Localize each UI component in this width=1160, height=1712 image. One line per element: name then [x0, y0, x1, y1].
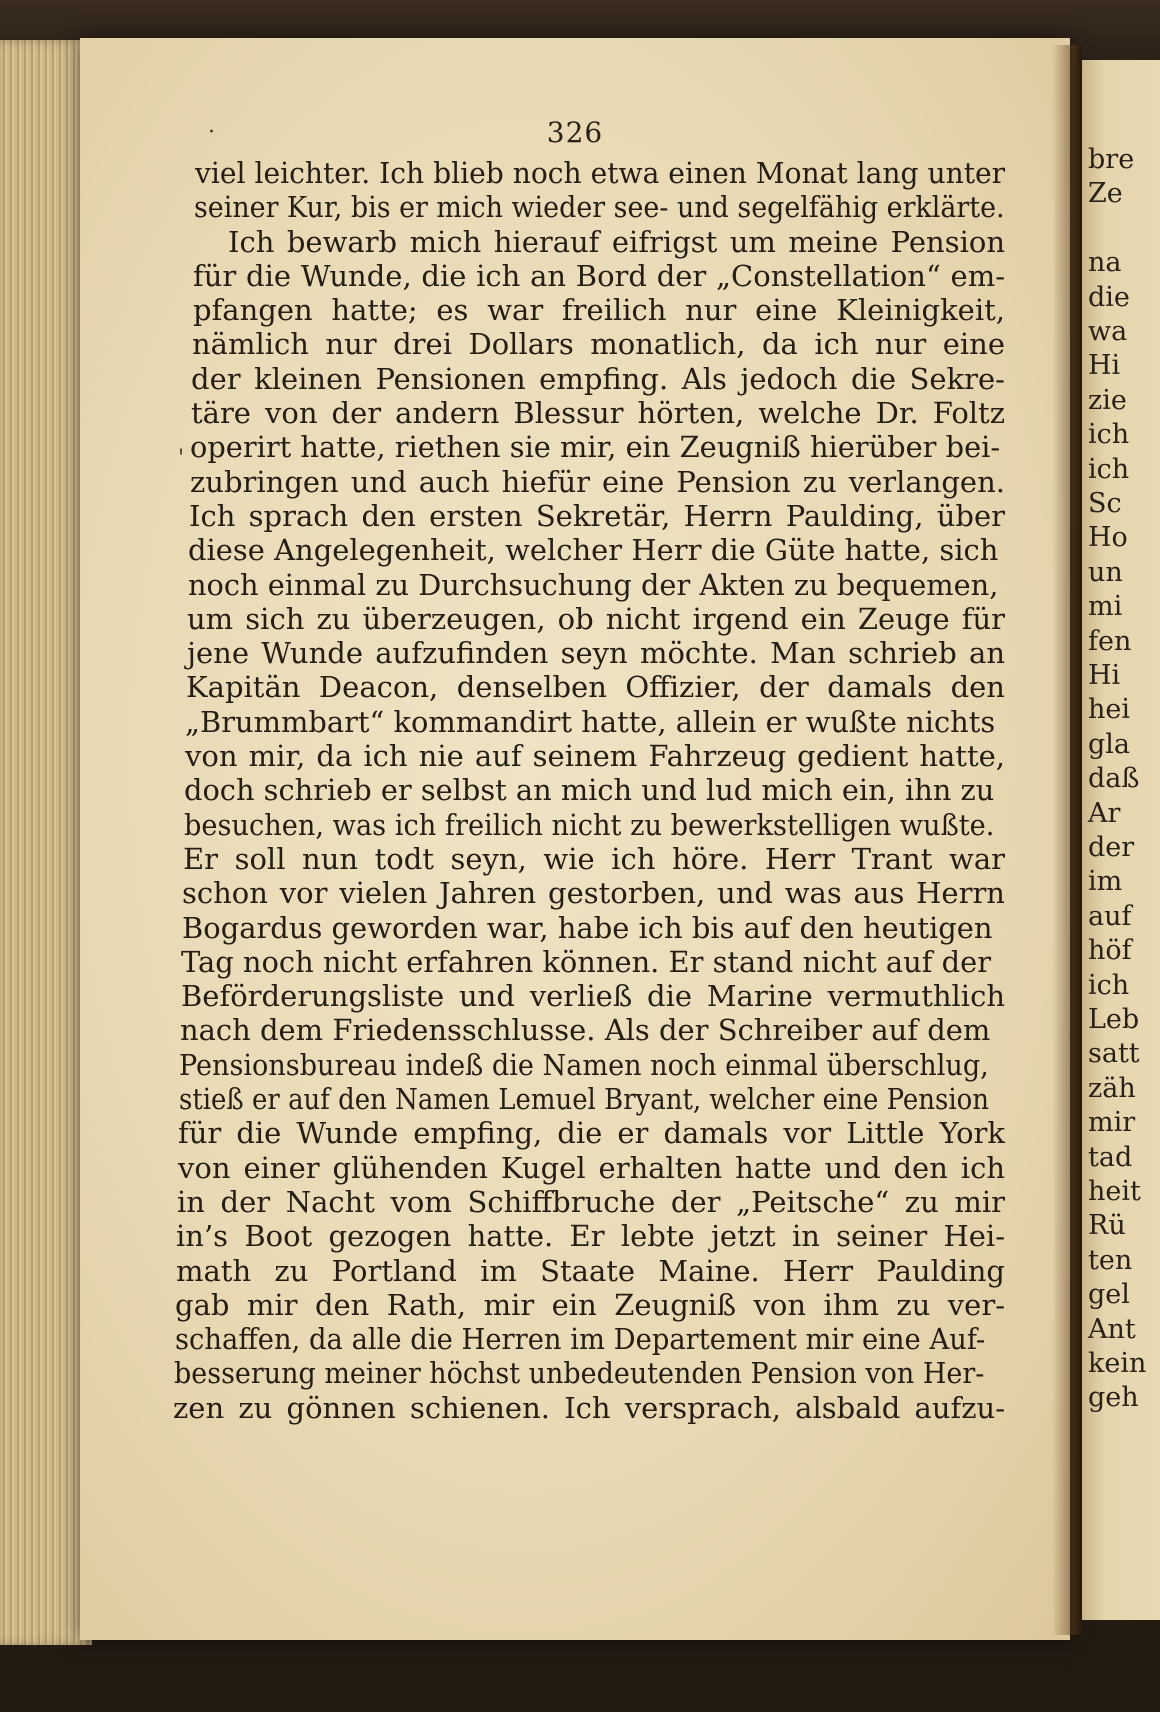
- next-page-fragment: heit: [1088, 1176, 1141, 1207]
- text-line: zen zu gönnen schienen. Ich versprach, alsbald aufzu-: [173, 1390, 1005, 1425]
- next-page-fragment: auf: [1088, 900, 1132, 932]
- next-page-fragment: Rü: [1088, 1210, 1126, 1242]
- text-line: von mir, da ich nie auf seinem Fahrzeug gedient hatte,: [185, 739, 1005, 774]
- text-line: doch schrieb er selbst an mich und lud mich ein, ihn zu: [184, 773, 995, 808]
- margin-mark: ': [178, 446, 185, 471]
- text-line: von einer glühenden Kugel erhalten hatte und den ich: [178, 1150, 1005, 1185]
- text-line: täre von der andern Blessur hörten, welche Dr. Foltz: [191, 396, 1005, 431]
- next-page-fragment: ich: [1088, 419, 1130, 451]
- next-page-fragment: tad: [1088, 1141, 1133, 1173]
- text-line: der kleinen Pensionen empfing. Als jedoch die Sekre-: [191, 361, 1005, 396]
- next-page-fragment: gla: [1088, 728, 1131, 760]
- text-line: operirt hatte, riethen sie mir, ein Zeugniß hierüber bei-: [190, 430, 1001, 465]
- next-page-fragment: mir: [1088, 1107, 1136, 1139]
- text-line: in der Nacht vom Schiffbruche der „Peitsche“ zu mir: [177, 1184, 1005, 1219]
- next-page-fragment: satt: [1088, 1038, 1140, 1070]
- text-line: besuchen, was ich freilich nicht zu bewerkstelligen wußte.: [184, 807, 995, 842]
- text-line: um sich zu überzeugen, ob nicht irgend ein Zeuge für: [187, 601, 1005, 636]
- next-page-fragment: ich: [1088, 453, 1130, 485]
- text-line: diese Angelegenheit, welcher Herr die Güte hatte, sich: [188, 533, 999, 568]
- text-line: Er soll nun todt seyn, wie ich höre. Herr Trant war: [183, 841, 1005, 876]
- text-line: schon vor vielen Jahren gestorben, und was aus Herrn: [182, 876, 1005, 911]
- text-line: nämlich nur drei Dollars monatlich, da ich nur eine: [192, 327, 1005, 362]
- next-page-fragment: ich: [1088, 969, 1130, 1001]
- text-line: nach dem Friedensschlusse. Als der Schreiber auf dem: [180, 1013, 991, 1048]
- next-page-fragment: Ar: [1088, 797, 1121, 829]
- text-line: jene Wunde aufzufinden seyn möchte. Man schrieb an: [187, 636, 1005, 671]
- next-page-fragment: wa: [1088, 316, 1128, 347]
- page-number: 326: [546, 116, 604, 149]
- next-page-fragment: Hi: [1088, 350, 1121, 382]
- text-line: Tag noch nicht erfahren können. Er stand nicht auf der: [181, 944, 992, 979]
- text-line: Beförderungsliste und verließ die Marine vermuthlich: [181, 979, 1005, 1014]
- text-line: in’s Boot gezogen hatte. Er lebte jetzt in seiner Hei-: [176, 1219, 1005, 1254]
- text-line: seiner Kur, bis er mich wieder see- und segelfähig erklärte.: [194, 190, 1005, 225]
- text-line: Pensionsbureau indeß die Namen noch einmal überschlug,: [179, 1047, 989, 1082]
- book-gutter: [1052, 45, 1082, 1635]
- next-page-fragment: daß: [1088, 763, 1140, 795]
- next-page-fragment: zie: [1088, 384, 1127, 416]
- text-line: pfangen hatte; es war freilich nur eine Kleinigkeit,: [193, 293, 1005, 328]
- next-page-fragment: Leb: [1088, 1004, 1140, 1035]
- next-page-fragment: im: [1088, 866, 1123, 898]
- next-page-fragment: der: [1088, 832, 1135, 863]
- text-line: schaffen, da alle die Herren im Departement mir eine Auf-: [175, 1322, 986, 1357]
- next-page-fragment: die: [1088, 281, 1130, 313]
- text-line: besserung meiner höchst unbedeutenden Pension von Her-: [174, 1356, 985, 1391]
- next-page-fragment: Ant: [1088, 1313, 1136, 1345]
- next-page-fragment: höf: [1088, 935, 1132, 967]
- next-page-fragment: kein: [1088, 1348, 1147, 1379]
- text-line: zubringen und auch hiefür eine Pension zu verlangen.: [190, 464, 1005, 499]
- next-page-fragment: fen: [1088, 625, 1132, 657]
- text-line: „Brummbart“ kommandirt hatte, allein er wußte nichts: [185, 704, 996, 739]
- margin-mark: ·: [208, 120, 215, 145]
- next-page-fragment: Ze: [1088, 178, 1123, 210]
- next-page-fragment: mi: [1088, 591, 1123, 623]
- body-text: [173, 156, 1006, 1425]
- next-page-fragment: hei: [1088, 694, 1131, 726]
- next-page-fragment: un: [1088, 556, 1123, 588]
- next-page-fragment: bre: [1088, 144, 1135, 175]
- text-line: für die Wunde, die ich an Bord der „Constellation“ em-: [193, 258, 1005, 293]
- text-line: viel leichter. Ich blieb noch etwa einen Monat lang unter: [195, 156, 1006, 190]
- book-page: [80, 38, 1070, 1640]
- next-page-fragment: Hi: [1088, 660, 1121, 691]
- next-page-fragment: na: [1088, 247, 1122, 279]
- page-edge-stack: [0, 40, 92, 1645]
- text-line: Bogardus geworden war, habe ich bis auf den heutigen: [182, 910, 993, 945]
- next-page-fragment: ten: [1088, 1244, 1133, 1276]
- next-page-fragment: gel: [1088, 1279, 1130, 1311]
- next-page-fragment: geh: [1088, 1382, 1139, 1414]
- next-page-fragment: zäh: [1088, 1072, 1136, 1104]
- text-line: math zu Portland im Staate Maine. Herr Paulding: [176, 1253, 1005, 1288]
- text-line: Kapitän Deacon, denselben Offizier, der damals den: [186, 670, 1005, 705]
- next-page-fragment: Ho: [1088, 522, 1128, 554]
- text-line: für die Wunde empfing, die er damals vor Little York: [178, 1116, 1005, 1151]
- text-line: noch einmal zu Durchsuchung der Akten zu bequemen,: [188, 567, 999, 602]
- text-line: Ich sprach den ersten Sekretär, Herrn Paulding, über: [189, 498, 1005, 533]
- next-page-edge: [1082, 60, 1160, 1620]
- text-line: Ich bewarb mich hierauf eifrigst um meine Pension: [228, 224, 1005, 259]
- text-line: stieß er auf den Namen Lemuel Bryant, welcher eine Pension: [179, 1082, 989, 1117]
- next-page-fragment: Sc: [1088, 488, 1122, 519]
- text-line: gab mir den Rath, mir ein Zeugniß von ihm zu ver-: [175, 1287, 1005, 1322]
